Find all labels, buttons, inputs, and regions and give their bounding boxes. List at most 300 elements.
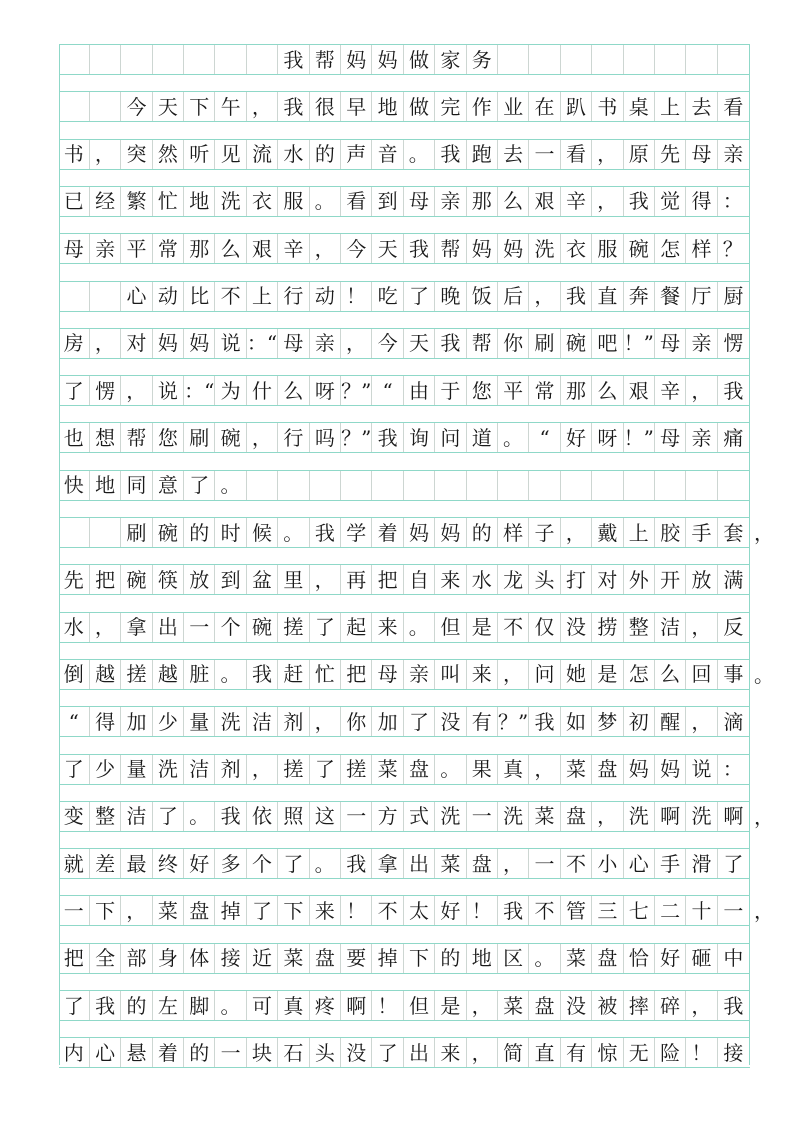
grid-cell: 滴 — [723, 709, 744, 734]
grid-cell: ：“ — [247, 329, 278, 358]
empty-grid-cell — [404, 471, 435, 500]
grid-cell: 亲 — [435, 187, 466, 216]
grid-cell: 。 — [215, 471, 246, 500]
text-row — [59, 233, 750, 264]
grid-cell: 搓 — [278, 613, 309, 642]
grid-cell: 吗 — [310, 423, 341, 452]
margin-punctuation: 。 — [754, 662, 774, 687]
grid-cell: 少 — [153, 707, 184, 736]
grid-cell: 越 — [90, 660, 121, 689]
grid-cell: 地 — [372, 92, 403, 121]
grid-cell: 好 — [435, 896, 466, 925]
grid-cell: 觉 — [655, 187, 686, 216]
grid-cell: 啊 — [723, 804, 744, 829]
grid-cell: 盘 — [404, 755, 435, 784]
grid-cell: 怎 — [624, 660, 655, 689]
grid-cell: 的 — [184, 518, 215, 547]
grid-cell: 样 — [686, 234, 717, 263]
grid-cell: 水 — [59, 613, 90, 642]
grid-cell: 这 — [310, 802, 341, 831]
grid-cell: 的 — [184, 1038, 215, 1067]
grid-cell: 盘 — [529, 991, 560, 1020]
grid-cell: ， — [90, 140, 121, 169]
grid-cell: ：“ — [184, 376, 215, 405]
grid-cell: 业 — [498, 92, 529, 121]
grid-cell: ， — [121, 896, 152, 925]
grid-cell: 碗 — [247, 613, 278, 642]
grid-cell: 母 — [372, 660, 403, 689]
grid-cell: 出 — [404, 849, 435, 878]
grid-cell: 好 — [655, 944, 686, 973]
empty-grid-cell — [592, 45, 623, 74]
grid-cell: 刷 — [121, 518, 152, 547]
grid-cell: 衣 — [561, 234, 592, 263]
grid-cell: 母 — [278, 329, 309, 358]
grid-cell: 厅 — [686, 282, 717, 311]
text-row — [59, 706, 750, 737]
grid-cell: 照 — [278, 802, 309, 831]
empty-grid-cell — [59, 518, 90, 547]
grid-cell: 接 — [215, 944, 246, 973]
grid-cell: 啊 — [341, 991, 372, 1020]
grid-cell: 。 — [215, 991, 246, 1020]
margin-punctuation: ， — [754, 804, 774, 829]
grid-cell: 说 — [215, 329, 246, 358]
grid-cell: 洁 — [121, 802, 152, 831]
grid-cell: 好 — [184, 849, 215, 878]
grid-cell: 子 — [529, 518, 560, 547]
grid-cell: 来 — [467, 660, 498, 689]
grid-cell: 下 — [404, 944, 435, 973]
grid-cell: 依 — [247, 802, 278, 831]
grid-cell: ， — [467, 991, 498, 1020]
empty-grid-cell — [718, 471, 749, 500]
grid-cell: 忙 — [310, 660, 341, 689]
grid-cell: 搓 — [341, 755, 372, 784]
grid-cell: 我 — [561, 282, 592, 311]
grid-cell: 洗 — [498, 802, 529, 831]
grid-cell: ， — [686, 707, 717, 736]
grid-cell: 动 — [310, 282, 341, 311]
grid-cell: 不 — [561, 849, 592, 878]
grid-cell: 她 — [561, 660, 592, 689]
grid-cell: 我 — [498, 896, 529, 925]
text-row — [59, 659, 750, 690]
empty-grid-cell — [561, 471, 592, 500]
grid-cell: 真 — [498, 755, 529, 784]
margin-punctuation: ， — [754, 899, 774, 924]
grid-cell: 仅 — [529, 613, 560, 642]
grid-cell: 盘 — [592, 944, 623, 973]
empty-grid-cell — [498, 471, 529, 500]
text-row — [59, 564, 750, 595]
grid-cell: 掉 — [372, 944, 403, 973]
grid-cell: 有 — [561, 1038, 592, 1067]
grid-cell: 做 — [404, 92, 435, 121]
grid-cell: 下 — [184, 92, 215, 121]
grid-cell: 啊 — [655, 802, 686, 831]
grid-cell: 我 — [435, 140, 466, 169]
empty-grid-cell — [247, 45, 278, 74]
grid-cell: 看 — [723, 94, 744, 119]
grid-cell: 亲 — [686, 329, 717, 358]
grid-cell: 你 — [498, 329, 529, 358]
grid-cell: 我 — [529, 707, 560, 736]
grid-cell: “ — [372, 376, 403, 405]
grid-cell: 梦 — [592, 707, 623, 736]
empty-grid-cell — [624, 45, 655, 74]
grid-cell: 初 — [624, 707, 655, 736]
grid-cell: 在 — [529, 92, 560, 121]
grid-cell: 。 — [278, 518, 309, 547]
grid-cell: 妈 — [153, 329, 184, 358]
empty-grid-cell — [215, 45, 246, 74]
grid-cell: 听 — [184, 140, 215, 169]
empty-grid-cell — [247, 471, 278, 500]
grid-cell: 行 — [278, 423, 309, 452]
grid-cell: ， — [686, 613, 717, 642]
grid-cell: 痛 — [723, 425, 744, 450]
text-row — [59, 990, 750, 1021]
grid-cell: 艰 — [624, 376, 655, 405]
grid-cell: 突 — [121, 140, 152, 169]
grid-cell: 洗 — [153, 755, 184, 784]
grid-cell: 询 — [404, 423, 435, 452]
text-row — [59, 375, 750, 406]
grid-cell: 如 — [561, 707, 592, 736]
grid-cell: 赶 — [278, 660, 309, 689]
grid-cell: ， — [561, 518, 592, 547]
empty-grid-cell — [59, 282, 90, 311]
grid-cell: 直 — [592, 282, 623, 311]
grid-cell: 了 — [59, 991, 90, 1020]
grid-cell: 的 — [310, 140, 341, 169]
grid-cell: 。 — [310, 187, 341, 216]
grid-cell: 了 — [310, 755, 341, 784]
grid-cell: 终 — [153, 849, 184, 878]
grid-cell: 妈 — [624, 755, 655, 784]
grid-cell: 套 — [723, 520, 744, 545]
grid-cell: 来 — [372, 613, 403, 642]
grid-cell: 一 — [723, 898, 744, 923]
grid-cell: 左 — [153, 991, 184, 1020]
grid-cell: 天 — [153, 92, 184, 121]
grid-cell: 可 — [247, 991, 278, 1020]
grid-cell: 帮 — [435, 234, 466, 263]
empty-grid-cell — [655, 45, 686, 74]
empty-grid-cell — [561, 45, 592, 74]
grid-cell: 块 — [247, 1038, 278, 1067]
grid-cell: 真 — [278, 991, 309, 1020]
grid-cell: 我 — [278, 92, 309, 121]
grid-cell: 加 — [121, 707, 152, 736]
grid-cell: 书 — [592, 92, 623, 121]
grid-cell: 么 — [592, 376, 623, 405]
empty-grid-cell — [90, 518, 121, 547]
grid-cell: 量 — [121, 755, 152, 784]
grid-cell: 看 — [561, 140, 592, 169]
grid-cell: 然 — [153, 140, 184, 169]
grid-cell: 辛 — [655, 376, 686, 405]
grid-cell: 亲 — [90, 234, 121, 263]
grid-cell: 没 — [341, 1038, 372, 1067]
grid-cell: 帮 — [467, 329, 498, 358]
grid-cell: 经 — [90, 187, 121, 216]
grid-cell: 说 — [153, 376, 184, 405]
grid-cell: 内 — [59, 1038, 90, 1067]
grid-cell: 不 — [215, 282, 246, 311]
grid-cell: 方 — [372, 802, 403, 831]
grid-cell: 帮 — [121, 423, 152, 452]
grid-cell: 果 — [467, 755, 498, 784]
grid-cell: 妈 — [655, 755, 686, 784]
grid-cell: 母 — [655, 423, 686, 452]
grid-cell: 七 — [624, 896, 655, 925]
grid-cell: 摔 — [624, 991, 655, 1020]
grid-cell: 了 — [404, 282, 435, 311]
grid-cell: 今 — [372, 329, 403, 358]
grid-cell: 来 — [310, 896, 341, 925]
grid-cell: 我 — [624, 187, 655, 216]
grid-cell: ？” — [341, 423, 372, 452]
grid-cell: 妈 — [184, 329, 215, 358]
empty-grid-cell — [59, 45, 90, 74]
grid-cell: ， — [310, 234, 341, 263]
text-row — [59, 139, 750, 170]
grid-cell: “ — [59, 707, 90, 736]
grid-cell: 上 — [624, 518, 655, 547]
grid-cell: 了 — [310, 613, 341, 642]
grid-cell: 桌 — [624, 92, 655, 121]
grid-cell: 晚 — [435, 282, 466, 311]
grid-cell: 地 — [184, 187, 215, 216]
grid-cell: 整 — [90, 802, 121, 831]
grid-cell: 水 — [278, 140, 309, 169]
grid-cell: 掉 — [215, 896, 246, 925]
grid-cell: 刷 — [529, 329, 560, 358]
grid-cell: 了 — [723, 851, 744, 876]
grid-cell: 没 — [561, 613, 592, 642]
grid-cell: 为 — [215, 376, 246, 405]
grid-cell: 我 — [723, 378, 744, 403]
grid-cell: 。 — [498, 423, 529, 452]
grid-cell: 里 — [278, 565, 309, 594]
grid-cell: 时 — [215, 518, 246, 547]
grid-cell: 险 — [655, 1038, 686, 1067]
grid-cell: 厨 — [723, 284, 744, 308]
grid-cell: ？” — [341, 376, 372, 405]
grid-cell: 平 — [121, 234, 152, 263]
grid-cell: 亲 — [404, 660, 435, 689]
grid-cell: 书 — [59, 140, 90, 169]
grid-cell: 式 — [404, 802, 435, 831]
grid-cell: 样 — [498, 518, 529, 547]
grid-cell: 多 — [215, 849, 246, 878]
grid-cell: ， — [498, 849, 529, 878]
grid-cell: 越 — [153, 660, 184, 689]
grid-cell: 没 — [561, 991, 592, 1020]
grid-cell: 二 — [655, 896, 686, 925]
grid-cell: 菜 — [435, 849, 466, 878]
grid-cell: ， — [467, 1038, 498, 1067]
grid-cell: 水 — [467, 565, 498, 594]
grid-cell: 后 — [498, 282, 529, 311]
empty-grid-cell — [435, 471, 466, 500]
grid-cell: 先 — [655, 140, 686, 169]
grid-cell: 天 — [372, 234, 403, 263]
grid-cell: 您 — [467, 376, 498, 405]
grid-cell: 着 — [372, 518, 403, 547]
text-row — [59, 612, 750, 643]
grid-cell: 放 — [184, 565, 215, 594]
grid-cell: 了 — [59, 755, 90, 784]
grid-cell: 菜 — [529, 802, 560, 831]
grid-cell: 有 — [467, 707, 498, 736]
grid-cell: 母 — [686, 140, 717, 169]
grid-cell: 务 — [467, 45, 498, 74]
grid-cell: 一 — [467, 802, 498, 831]
grid-cell: 了 — [372, 1038, 403, 1067]
grid-cell: 醒 — [655, 707, 686, 736]
grid-cell: 捞 — [592, 613, 623, 642]
grid-cell: 变 — [59, 802, 90, 831]
grid-cell: 一 — [59, 896, 90, 925]
grid-cell: 的 — [435, 944, 466, 973]
grid-cell: 碗 — [624, 234, 655, 263]
grid-cell: 盘 — [561, 802, 592, 831]
grid-cell: 无 — [624, 1038, 655, 1067]
grid-cell: ， — [686, 376, 717, 405]
empty-grid-cell — [90, 45, 121, 74]
grid-cell: 我 — [90, 991, 121, 1020]
grid-cell: 艰 — [529, 187, 560, 216]
text-row — [59, 943, 750, 974]
grid-cell: ！ — [686, 1038, 717, 1067]
grid-cell: 您 — [153, 423, 184, 452]
grid-cell: 洗 — [686, 802, 717, 831]
grid-cell: 洁 — [655, 613, 686, 642]
grid-cell: ， — [310, 565, 341, 594]
grid-cell: 整 — [624, 613, 655, 642]
grid-cell: ， — [310, 707, 341, 736]
grid-cell: 。 — [215, 660, 246, 689]
grid-cell: 吃 — [372, 282, 403, 311]
grid-cell: 着 — [153, 1038, 184, 1067]
grid-cell: 管 — [561, 896, 592, 925]
grid-cell: 。 — [404, 140, 435, 169]
grid-cell: ， — [498, 660, 529, 689]
grid-cell: 声 — [341, 140, 372, 169]
grid-cell: 简 — [498, 1038, 529, 1067]
grid-cell: 近 — [247, 944, 278, 973]
grid-cell: 最 — [121, 849, 152, 878]
grid-cell: 趴 — [561, 92, 592, 121]
grid-cell: 直 — [529, 1038, 560, 1067]
empty-grid-cell — [592, 471, 623, 500]
text-row — [59, 1037, 750, 1068]
grid-cell: 头 — [529, 565, 560, 594]
text-row — [59, 895, 750, 926]
text-row — [59, 91, 750, 122]
grid-cell: 把 — [372, 565, 403, 594]
grid-cell: 被 — [592, 991, 623, 1020]
grid-cell: 少 — [90, 755, 121, 784]
grid-cell: 说 — [686, 755, 717, 784]
grid-cell: 一 — [529, 140, 560, 169]
grid-cell: 了 — [247, 896, 278, 925]
grid-cell: 部 — [121, 944, 152, 973]
grid-cell: 砸 — [686, 944, 717, 973]
grid-cell: 早 — [341, 92, 372, 121]
grid-cell: 手 — [686, 518, 717, 547]
grid-cell: 全 — [90, 944, 121, 973]
grid-cell: 于 — [435, 376, 466, 405]
grid-cell: 盘 — [184, 896, 215, 925]
grid-cell: 剂 — [215, 755, 246, 784]
grid-cell: 妈 — [435, 518, 466, 547]
grid-cell: 龙 — [498, 565, 529, 594]
grid-cell: 候 — [247, 518, 278, 547]
grid-cell: 悬 — [121, 1038, 152, 1067]
grid-cell: 好 — [561, 423, 592, 452]
grid-cell: 开 — [655, 565, 686, 594]
grid-cell: 头 — [310, 1038, 341, 1067]
grid-cell: 不 — [529, 896, 560, 925]
empty-grid-cell — [655, 471, 686, 500]
grid-cell: 石 — [278, 1038, 309, 1067]
grid-cell: 来 — [435, 1038, 466, 1067]
grid-cell: 妈 — [467, 234, 498, 263]
grid-cell: 得 — [90, 707, 121, 736]
grid-cell: 的 — [121, 991, 152, 1020]
grid-cell: ？” — [498, 707, 529, 736]
grid-cell: 要 — [341, 944, 372, 973]
grid-cell: 。 — [310, 849, 341, 878]
grid-cell: 的 — [467, 518, 498, 547]
grid-cell: 了 — [404, 707, 435, 736]
empty-grid-cell — [686, 471, 717, 500]
grid-cell: 区 — [498, 944, 529, 973]
grid-cell: 再 — [341, 565, 372, 594]
grid-cell: 盆 — [247, 565, 278, 594]
grid-cell: 母 — [59, 234, 90, 263]
grid-cell: 倒 — [59, 660, 90, 689]
grid-cell: 原 — [624, 140, 655, 169]
grid-cell: ： — [722, 757, 743, 781]
grid-cell: ！ — [341, 282, 372, 311]
grid-cell: ！” — [624, 329, 655, 358]
grid-cell: 去 — [686, 92, 717, 121]
grid-cell: ！ — [467, 896, 498, 925]
grid-cell: 出 — [153, 613, 184, 642]
empty-grid-cell — [90, 282, 121, 311]
text-row — [59, 422, 750, 453]
grid-cell: 洗 — [215, 707, 246, 736]
grid-cell: 也 — [59, 423, 90, 452]
grid-cell: 意 — [153, 471, 184, 500]
grid-cell: 身 — [153, 944, 184, 973]
grid-cell: 完 — [435, 92, 466, 121]
grid-cell: 菜 — [153, 896, 184, 925]
grid-cell: 了 — [278, 849, 309, 878]
grid-cell: 十 — [686, 896, 717, 925]
grid-cell: 拿 — [121, 613, 152, 642]
grid-cell: 下 — [90, 896, 121, 925]
grid-cell: 道 — [467, 423, 498, 452]
title-row — [59, 44, 750, 75]
grid-cell: 菜 — [278, 944, 309, 973]
empty-grid-cell — [341, 471, 372, 500]
